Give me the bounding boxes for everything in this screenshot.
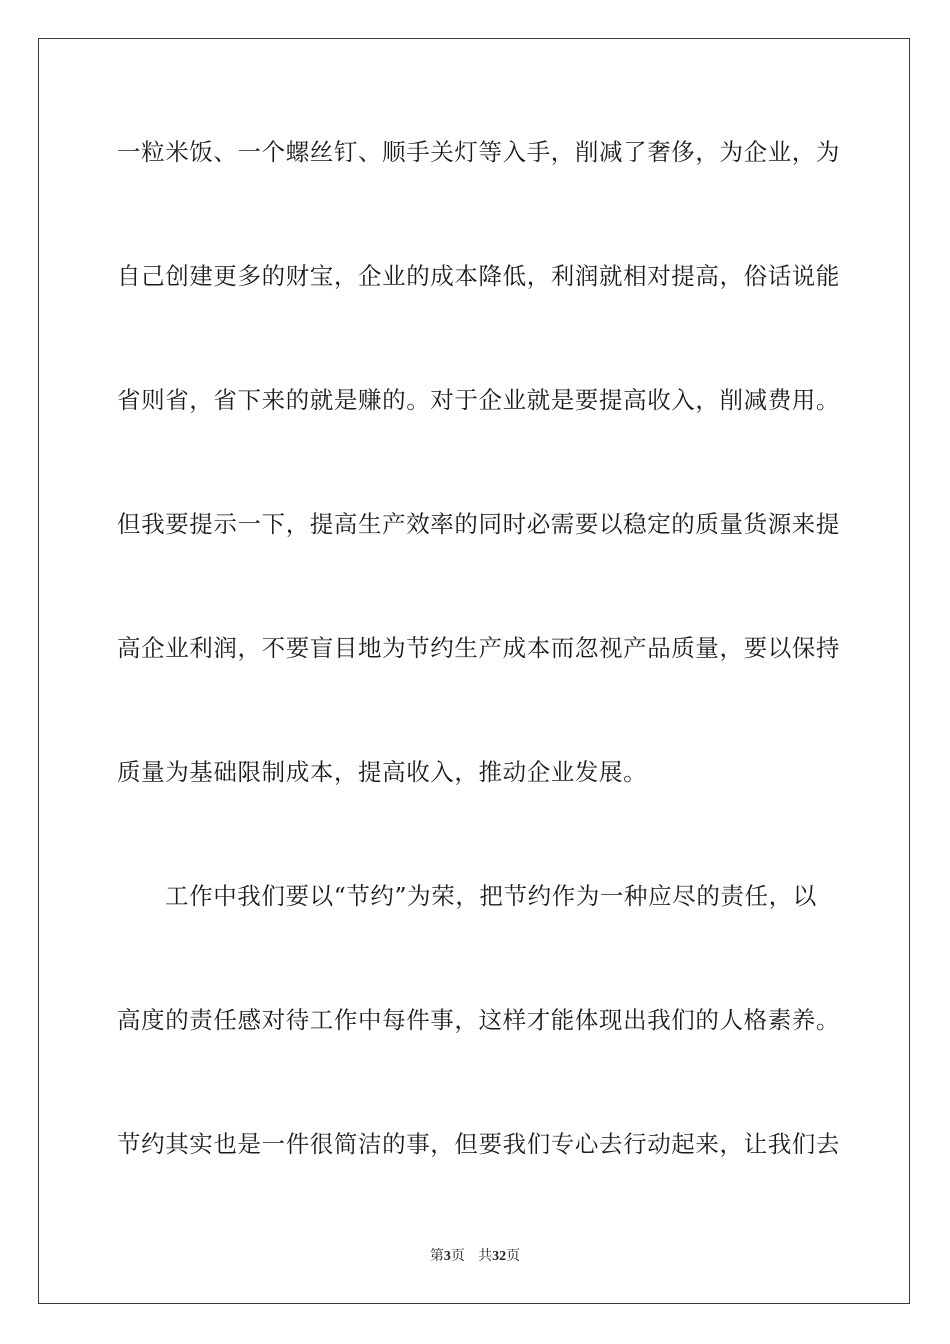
page-number: 3 xyxy=(443,1249,451,1264)
total-pages: 32 xyxy=(492,1249,507,1264)
total-suffix: 页 xyxy=(506,1248,521,1264)
total-prefix: 共 xyxy=(478,1248,493,1264)
page-suffix: 页 xyxy=(450,1248,465,1264)
text-line: 一粒米饭、一个螺丝钉、顺手关灯等入手，削减了奢侈，为企业，为 xyxy=(117,138,840,166)
text-line: 省则省，省下来的就是赚的。对于企业就是要提高收入，削减费用。 xyxy=(117,386,840,414)
page-prefix: 第 xyxy=(429,1248,444,1264)
text-line: 高度的责任感对待工作中每件事，这样才能体现出我们的人格素养。 xyxy=(117,1006,840,1034)
text-line: 但我要提示一下，提高生产效率的同时必需要以稳定的质量货源来提 xyxy=(117,510,840,538)
text-line: 节约其实也是一件很简洁的事，但要我们专心去行动起来，让我们去 xyxy=(117,1130,840,1158)
text-line: 高企业利润，不要盲目地为节约生产成本而忽视产品质量，要以保持 xyxy=(117,634,840,662)
page-footer xyxy=(0,1247,950,1266)
text-line-indented: 工作中我们要以“节约”为荣，把节约作为一种应尽的责任，以 xyxy=(165,882,817,910)
text-line: 自己创建更多的财宝，企业的成本降低，利润就相对提高，俗话说能 xyxy=(117,262,840,290)
page-border xyxy=(38,38,910,1304)
text-line: 质量为基础限制成本，提高收入，推动企业发展。 xyxy=(117,758,648,786)
